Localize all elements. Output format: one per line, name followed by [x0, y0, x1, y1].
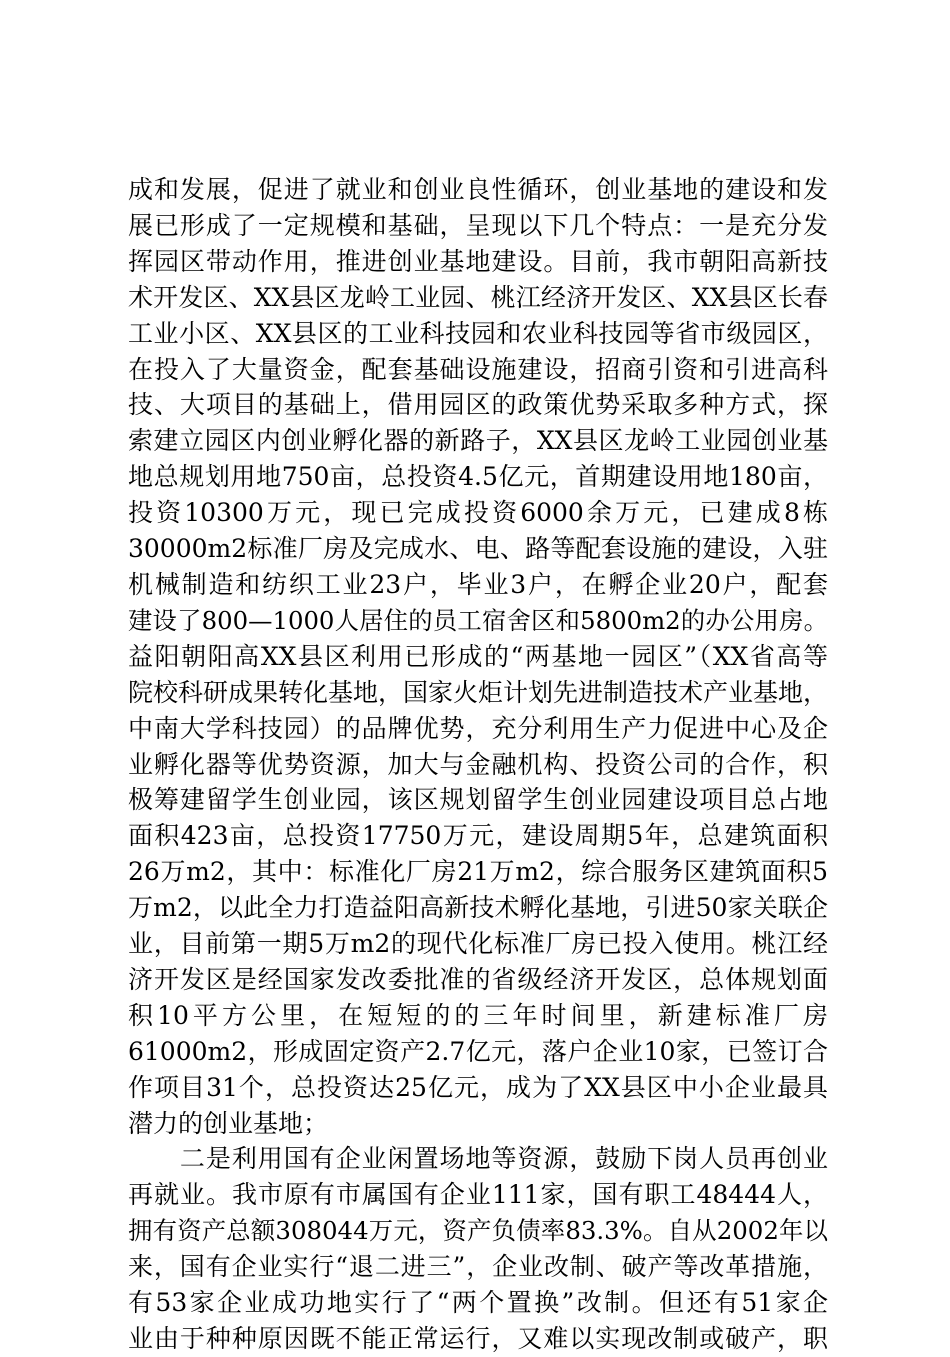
- text-line: 地总规划用地750亩，总投资4.5亿元，首期建设用地180亩，: [128, 462, 828, 492]
- text-line: 来，国有企业实行“退二进三”，企业改制、破产等改革措施，: [128, 1252, 828, 1282]
- text-line: 益阳朝阳高XX县区利用已形成的“两基地一园区”（XX省高等: [128, 641, 828, 671]
- text-line: 济开发区是经国家发改委批准的省级经济开发区，总体规划面: [128, 964, 828, 994]
- text-line: 再就业。我市原有市属国有企业111家，国有职工48444人，: [128, 1180, 828, 1210]
- text-line: 业孵化器等优势资源，加大与金融机构、投资公司的合作，积: [128, 749, 828, 779]
- text-line: 61000m2，形成固定资产2.7亿元，落户企业10家，已签订合: [128, 1036, 828, 1066]
- text-line: 二是利用国有企业闲置场地等资源，鼓励下岗人员再创业: [128, 1144, 828, 1174]
- text-line: 机械制造和纺织工业23户，毕业3户，在孵企业20户，配套: [128, 569, 828, 599]
- text-line: 在投入了大量资金，配套基础设施建设，招商引资和引进高科: [128, 354, 828, 384]
- text-line: 26万m2，其中：标准化厂房21万m2，综合服务区建筑面积5: [128, 857, 828, 887]
- text-line: 中南大学科技园）的品牌优势，充分利用生产力促进中心及企: [128, 713, 828, 743]
- text-line: 有53家企业成功地实行了“两个置换”改制。但还有51家企: [128, 1288, 828, 1318]
- text-line: 技、大项目的基础上，借用园区的政策优势采取多种方式，探: [128, 390, 828, 420]
- paragraph-2: [128, 1141, 828, 1356]
- text-line: 术开发区、XX县区龙岭工业园、桃江经济开发区、XX县区长春: [128, 282, 828, 312]
- text-line: 30000m2标准厂房及完成水、电、路等配套设施的建设，入驻: [128, 534, 828, 564]
- text-line: 拥有资产总额308044万元，资产负债率83.3%。自从2002年以: [128, 1216, 828, 1246]
- text-line: 工业小区、XX县区的工业科技园和农业科技园等省市级园区，: [128, 318, 828, 348]
- text-line: 投资10300万元，现已完成投资6000余万元，已建成8栋: [128, 498, 828, 528]
- text-line: 积10平方公里，在短短的的三年时间里，新建标准厂房: [128, 1000, 828, 1030]
- document-body: [128, 172, 828, 1357]
- text-line: 潜力的创业基地；: [128, 1108, 329, 1138]
- text-line: 展已形成了一定规模和基础，呈现以下几个特点：一是充分发: [128, 210, 828, 240]
- text-line: 成和发展，促进了就业和创业良性循环，创业基地的建设和发: [128, 175, 828, 204]
- text-line: 挥园区带动作用，推进创业基地建设。目前，我市朝阳高新技: [128, 246, 828, 276]
- text-line: 建设了800—1000人居住的员工宿舍区和5800m2的办公用房。: [128, 605, 828, 635]
- text-line: 万m2，以此全力打造益阳高新技术孵化基地，引进50家关联企: [128, 893, 828, 923]
- text-line: 极筹建留学生创业园，该区规划留学生创业园建设项目总占地: [128, 785, 828, 815]
- text-line: 院校科研成果转化基地，国家火炬计划先进制造技术产业基地，: [128, 677, 829, 707]
- text-line: 面积423亩，总投资17750万元，建设周期5年，总建筑面积: [128, 821, 828, 851]
- text-line: 索建立园区内创业孵化器的新路子，XX县区龙岭工业园创业基: [128, 426, 828, 456]
- paragraph-1: [128, 172, 828, 1141]
- text-line: 业由于种种原因既不能正常运行，又难以实现改制或破产，职: [128, 1324, 828, 1353]
- text-line: 业，目前第一期5万m2的现代化标准厂房已投入使用。桃江经: [128, 929, 828, 959]
- text-line: 作项目31个，总投资达25亿元，成为了XX县区中小企业最具: [128, 1072, 828, 1102]
